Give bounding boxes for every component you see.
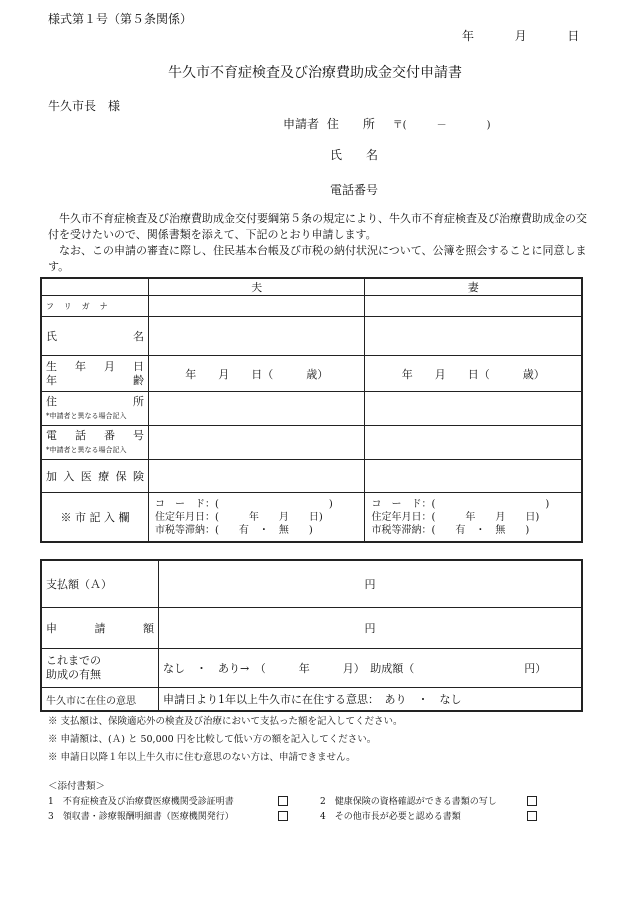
attachment-item: 3 領収書・診療報酬明細書（医療機関発行） [48,812,234,822]
amount-table [40,559,583,712]
applicant-label: 申請者 [283,117,320,131]
name-label: 氏 名 [41,317,149,356]
applicant-address-label: 住 所 [326,117,375,131]
apply-amount-field[interactable]: 円 [159,608,583,649]
payment-label: 支払額（Ａ） [41,560,159,608]
husband-phone-field[interactable] [149,426,365,460]
applicant-postal[interactable]: 〒( － ) [392,120,491,131]
apply-amount-label: 申 請 額 [41,608,159,649]
attachment-item: 1 不育症検査及び治療費医療機関受診証明書 [48,797,234,807]
address-note: *申請者と異なる場合記入 [46,411,127,420]
dob-label: 生年月日 [46,359,144,373]
dob-age-label [41,356,149,392]
wife-address-field[interactable] [365,392,582,426]
city-tax-status: 市税等滞納：( 有 ・ 無 ) [371,524,530,536]
residence-intent-field[interactable]: 申請日より1年以上牛久市に在住する意思： あり ・ なし [159,688,583,712]
furigana-label: フリガナ [41,296,149,317]
applicant-address-line [283,115,491,132]
checkbox-2[interactable] [527,796,537,811]
page-title: 牛久市不育症検査及び治療費助成金交付申請書 [168,65,462,81]
husband-address-field[interactable] [149,392,365,426]
address-label: 住 所 [46,394,144,408]
attachment-item: 2 健康保険の資格確認ができる書類の写し [320,797,497,807]
applicant-phone-label: 電話番号 [330,183,379,197]
attachments-heading: ＜添付書類＞ [48,781,106,792]
intro-paragraph-1: 牛久市不育症検査及び治療費助成金交付要綱第５条の規定により、牛久市不育症検査及び治療費助成金の交付を受けたいので、関係書類を添えて、下記のとおり申請します。 [48,212,587,241]
col-wife: 妻 [365,278,582,296]
prior-subsidy-label: これまでの 助成の有無 [41,649,159,688]
age-label: 年齢 [46,373,144,387]
city-field-label: ※ 市 記 入 欄 [41,493,149,543]
intro-paragraph-2: なお、この申請の審査に際し、住民基本台帳及び市税の納付状況について、公簿を照会することに同意します。 [48,244,587,273]
husband-city-field [149,493,365,543]
phone-label-cell [41,426,149,460]
checkbox-1[interactable] [278,796,288,811]
city-code: コ ー ド：( ) [155,498,333,510]
wife-name-field[interactable] [365,317,582,356]
payment-field[interactable]: 円 [159,560,583,608]
wife-city-field [365,493,582,543]
checkbox-3[interactable] [278,811,288,826]
husband-name-field[interactable] [149,317,365,356]
date-line [462,27,580,44]
applicant-name-label: 氏 名 [330,148,379,162]
col-husband: 夫 [149,278,365,296]
intro-text [48,211,588,275]
city-tax-status: 市税等滞納：( 有 ・ 無 ) [155,524,313,536]
wife-dob-field[interactable]: 年 月 日（ 歳） [365,356,582,392]
wife-phone-field[interactable] [365,426,582,460]
residence-intent-label: 牛久市に在住の意思 [41,688,159,712]
city-code: コ ー ド：( ) [371,498,550,510]
address-label-cell [41,392,149,426]
note-2: ※ 申請額は、(Ａ) と 50,000 円を比較して低い方の額を記入してください。 [48,734,377,745]
city-residence-date: 住定年月日：( 年 月 日) [371,511,540,523]
date-year: 年 [462,29,476,43]
attachment-item: 4 その他市長が必要と認める書類 [320,812,461,822]
husband-insurance-field[interactable] [149,460,365,493]
phone-note: *申請者と異なる場合記入 [46,445,127,454]
husband-dob-field[interactable]: 年 月 日（ 歳） [149,356,365,392]
spouse-info-table [40,277,583,543]
insurance-label: 加入医療保険 [41,460,149,493]
date-month: 月 [514,29,528,43]
checkbox-4[interactable] [527,811,537,826]
wife-insurance-field[interactable] [365,460,582,493]
city-residence-date: 住定年月日：( 年 月 日) [155,511,323,523]
prior-subsidy-field[interactable]: なし ・ あり→ （ 年 月） 助成額（ 円） [159,649,583,688]
wife-furigana-field[interactable] [365,296,582,317]
note-1: ※ 支払額は、保険適応外の検査及び治療において支払った額を記入してください。 [48,716,403,727]
notes [48,713,403,767]
form-number: 様式第１号（第５条関係） [48,12,193,26]
date-day: 日 [567,29,581,43]
phone-label: 電話番号 [46,428,144,442]
note-3: ※ 申請日以降１年以上牛久市に住む意思のない方は、申請できません。 [48,752,356,763]
husband-furigana-field[interactable] [149,296,365,317]
addressee: 牛久市長 様 [48,99,121,113]
